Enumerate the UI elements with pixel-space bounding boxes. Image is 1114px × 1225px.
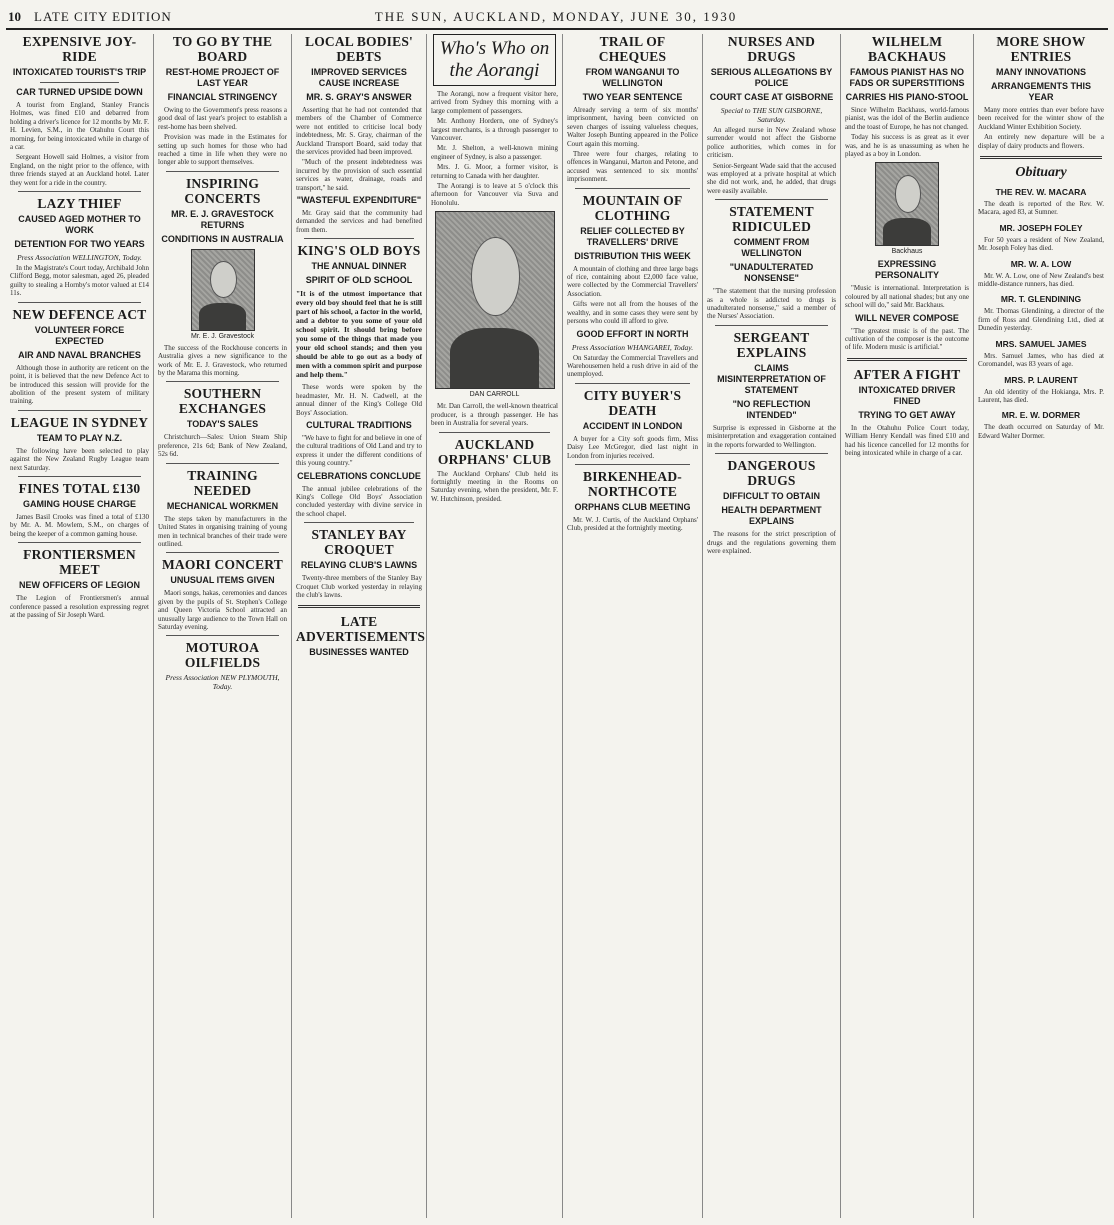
headline-show-entries: MORE SHOW ENTRIES: [996, 34, 1086, 64]
article-text: "The statement that the nursing profession as a whole is addicted to drugs is unadulterated nonsense," said a member of the Nurses' Association.: [707, 287, 836, 321]
article-text: An entirely new departure will be a display of dairy products and flowers.: [978, 133, 1104, 150]
article-text: In the Otahuhu Police Court today, William Henry Kendall was fined £10 and had his licence cancelled for 12 months for being intoxicated while in charge of a car.: [845, 423, 969, 458]
photo-face: [210, 261, 237, 298]
headline-league-sydney: LEAGUE IN SYDNEY: [10, 414, 149, 430]
subhead: COURT CASE AT GISBORNE: [709, 92, 834, 102]
article-text: In the Magistrate's Court today, Archibald John Clifford Begg, motor salesman, aged 26, pleaded guilty to stealing a Hornby's motor valued at £14 11s.: [10, 264, 149, 298]
column-4: [427, 34, 563, 1218]
divider: [575, 383, 690, 384]
subhead: CAUSED AGED MOTHER TO WORK: [18, 214, 141, 236]
divider: [439, 432, 550, 433]
dateline: Press Association WELLINGTON, Today.: [17, 253, 142, 263]
headline-inspiring-concerts: INSPIRING CONCERTS: [184, 175, 261, 206]
photo-face: [471, 237, 520, 316]
edition-label: LATE CITY EDITION: [34, 9, 172, 24]
subhead: CELEBRATIONS CONCLUDE: [297, 470, 421, 481]
subhead: CARRIES HIS PIANO-STOOL: [845, 92, 969, 102]
photo-shoulders: [199, 303, 246, 330]
masthead: [6, 6, 1108, 30]
subhead: FROM WANGANUI TO WELLINGTON: [585, 67, 680, 88]
article-text: The Aorangi, now a frequent visitor here, arrived from Sydney this morning with a large complement of passengers.: [431, 90, 558, 115]
article-text: Provision was made in the Estimates for setting up such homes for those who had reached a time in life when they were no longer able to support themselves.: [158, 133, 287, 167]
subhead: GAMING HOUSE CHARGE: [22, 498, 136, 509]
obituary-text: For 50 years a resident of New Zealand, Mr. Joseph Foley has died.: [978, 235, 1104, 253]
subhead: RELAYING CLUB'S LAWNS: [300, 560, 418, 571]
photo-caption: DAN CARROLL: [469, 391, 520, 399]
subhead: DIFFICULT TO OBTAIN: [723, 491, 820, 502]
column-7: [841, 34, 974, 1218]
headline-backhaus: WILHELM BACKHAUS: [867, 34, 947, 64]
article-text: Owing to the Government's press reasons a good deal of last year's project to establish a rest-home has been shelved.: [158, 106, 287, 131]
headline-dangerous-drugs: DANGEROUS DRUGS: [727, 458, 816, 489]
obituary-text: The death occurred on Saturday of Mr. Edward Walter Dormer.: [978, 423, 1104, 440]
headline-local-debts: LOCAL BODIES' DEBTS: [304, 34, 413, 64]
obituary-name: MRS. SAMUEL JAMES: [995, 338, 1087, 349]
headline-go-by-board: TO GO BY THE BOARD: [172, 34, 273, 64]
subhead: CLAIMS MISINTERPRETATION OF STATEMENT: [717, 362, 826, 395]
article-text: Gifts were not all from the houses of the wealthy, and in some cases they were sent by persons who could ill afford to give.: [567, 300, 698, 326]
headline-lazy-thief: LAZY THIEF: [37, 196, 122, 212]
subhead: TEAM TO PLAY N.Z.: [36, 432, 123, 443]
article-text: "We have to fight for and believe in one of the cultural traditions of Old Land and try to express it under the different conditions of this young country.": [296, 433, 422, 468]
obituary-name: MR. E. W. DORMER: [1001, 410, 1081, 421]
article-text: Twenty-three members of the Stanley Bay Croquet Club worked yesterday in relaying the club's lawns.: [296, 574, 422, 599]
article-text: An alleged nurse in New Zealand whose surrender would not affect the Gisborne police authorities, which comes in for criticism.: [707, 126, 836, 160]
headline-maori-concert: MAORI CONCERT: [161, 557, 283, 573]
obituary-name: MR. W. A. LOW: [1010, 258, 1072, 269]
dateline: Special to THE SUN GISBORNE, Saturday.: [720, 106, 823, 124]
subhead: TRYING TO GET AWAY: [858, 409, 956, 420]
column-5: [563, 34, 703, 1218]
subhead: CAR TURNED UPSIDE DOWN: [16, 87, 143, 97]
portrait-photo: [875, 162, 939, 246]
subhead: AIR AND NAVAL BRANCHES: [18, 349, 141, 360]
headline-birkenhead: BIRKENHEAD-NORTHCOTE: [583, 468, 682, 499]
divider: [18, 410, 141, 411]
dateline: Press Association NEW PLYMOUTH, Today.: [165, 673, 280, 692]
subhead: VOLUNTEER FORCE EXPECTED: [34, 324, 125, 346]
article-text: The reasons for the strict prescription of drugs and the regulations governing them were explained.: [707, 530, 836, 555]
obituary-name: MRS. P. LAURENT: [1004, 374, 1078, 385]
divider: [166, 381, 279, 382]
subhead: REST-HOME PROJECT OF LAST YEAR: [165, 67, 280, 88]
divider: [847, 358, 967, 361]
divider: [40, 82, 119, 83]
divider: [18, 191, 141, 192]
article-text: Since Wilhelm Backhaus, world-famous pianist, was the idol of the Berlin audience and the toast of Europe, he has not changed.: [845, 106, 969, 131]
article-text: James Basil Crooks was fined a total of £130 by Mr. A. M. Mowlem, S.M., on charges of being the keeper of a common gaming house.: [10, 512, 149, 538]
subhead: NEW OFFICERS OF LEGION: [19, 580, 140, 591]
divider: [166, 171, 279, 172]
divider: [166, 552, 279, 553]
divider: [166, 463, 279, 464]
divider: [715, 199, 828, 200]
photo-face: [895, 175, 922, 213]
subhead: GOOD EFFORT IN NORTH: [576, 328, 689, 339]
divider: [980, 156, 1102, 159]
photo-shoulders: [450, 328, 540, 388]
column-1: [6, 34, 154, 1218]
obituary-heading: Obituary: [1015, 165, 1067, 181]
article-text: Mr. Gray said that the community had demanded the services and had benefited from them.: [296, 209, 422, 234]
subhead: RELIEF COLLECTED BY TRAVELLERS' DRIVE: [580, 225, 685, 247]
article-text: Mr. Anthony Hordern, one of Sydney's largest merchants, is a through passenger to Vancouver.: [431, 117, 558, 143]
divider: [18, 542, 141, 543]
subhead: TWO YEAR SENTENCE: [582, 92, 683, 102]
article-text: The Legion of Frontiersmen's annual conference passed a resolution expressing regret at the passing of Sir Joseph Ward.: [10, 594, 149, 619]
article-text: These words were spoken by the headmaster, Mr. H. N. Cadwell, at the annual dinner of the King's College Old Boys' Association.: [296, 383, 422, 417]
headline-sergeant-explains: SERGEANT EXPLAINS: [733, 329, 810, 360]
article-text: A buyer for a City soft goods firm, Miss Daisy Lee McGregor, died last night in London from injuries received.: [567, 434, 698, 460]
headline-training-needed: TRAINING NEEDED: [187, 467, 258, 498]
article-text: Maori songs, hakas, ceremonies and dances given by the pupils of St. Stephen's College and Queen Victoria School attracted an unusually large audience to the Town Hall on Saturday evening.: [158, 589, 287, 631]
article-text: Mr. Dan Carroll, the well-known theatrical producer, is a through passenger. He has been in Australia for several years.: [431, 402, 558, 428]
column-6: [703, 34, 841, 1218]
article-text: Today his success is as great as it ever was, and he is as unassuming as when he played as a boy in London.: [845, 133, 969, 159]
photo-shoulders: [883, 218, 930, 246]
article-text: Three were four charges, relating to offences in Wanganui, Marton and Petone, and accused was sentenced to six months' imprisonment.: [567, 150, 698, 184]
headline-statement-ridiculed: STATEMENT RIDICULED: [729, 204, 814, 235]
article-text: Mrs. J. G. Moor, a former visitor, is returning to Canada with her daughter.: [431, 163, 558, 180]
page-number: 10: [8, 9, 21, 24]
article-text: Sergeant Howell said Holmes, a visitor from England, on the night prior to the offence, with three friends stayed at an Auckland hotel. Later they went for a ride in the country.: [10, 153, 149, 187]
headline-stanley-bay: STANLEY BAY CROQUET: [311, 527, 407, 558]
divider: [298, 605, 420, 608]
divider: [715, 453, 828, 454]
subhead: WILL NEVER COMPOSE: [855, 312, 959, 323]
article-text: On Saturday the Commercial Travellers and Warehousemen held a rush drive in aid of the unemployed.: [567, 353, 698, 379]
divider: [18, 476, 141, 477]
divider: [304, 238, 414, 239]
subhead: "NO REFLECTION INTENDED": [732, 398, 811, 420]
subhead: MR. E. J. GRAVESTOCK RETURNS: [171, 208, 274, 230]
article-text: Mr. J. Shelton, a well-known mining engineer of Sydney, is also a passenger.: [431, 144, 558, 161]
banner-whos-who: Who's Who on the Aorangi: [433, 34, 556, 86]
subhead: "UNADULTERATED NONSENSE": [729, 262, 814, 284]
subhead: CONDITIONS IN AUSTRALIA: [161, 233, 284, 244]
subhead: MANY INNOVATIONS: [995, 67, 1086, 77]
obituary-name: THE REV. W. MACARA: [995, 187, 1087, 198]
headline-after-fight: AFTER A FIGHT: [853, 366, 961, 382]
subhead: TODAY'S SALES: [186, 419, 259, 430]
divider: [304, 522, 414, 523]
subhead: CULTURAL TRADITIONS: [306, 419, 412, 430]
subhead: INTOXICATED DRIVER FINED: [858, 384, 956, 406]
subhead: DETENTION FOR TWO YEARS: [14, 239, 145, 250]
article-text: "Much of the present indebtedness was incurred by the provision of such essential services as water, drainage, roads and transport," he said.: [296, 158, 422, 192]
obituary-name: MR. JOSEPH FOLEY: [999, 222, 1083, 233]
subhead: SERIOUS ALLEGATIONS BY POLICE: [710, 67, 833, 88]
subhead: EXPRESSING PERSONALITY: [874, 259, 939, 281]
headline-frontiersmen: FRONTIERSMEN MEET: [23, 547, 136, 578]
article-text: Already serving a term of six months' imprisonment, having been convicted on seven charges of issuing valueless cheques, Walter Joseph Bunting appeared in the Police Court again this morning.: [567, 106, 698, 148]
subhead: FAMOUS PIANIST HAS NO FADS OR SUPERSTITIONS: [849, 67, 965, 88]
subhead: DISTRIBUTION THIS WEEK: [574, 250, 691, 261]
pull-quote: "It is of the utmost importance that every old boy should feel that he is still part of his school, a factor in the world, and a debtor to you some of your old school spirit. It should bring before you some of the things that made you your old school stands; and then you should be able to go out as a body of men with a common spirit and purpose and help them.": [296, 289, 422, 380]
photo-caption: Backhaus: [891, 248, 923, 256]
article-text: The annual jubilee celebrations of the King's College Old Boys' Association concluded yesterday with divine service in the school chapel.: [296, 484, 422, 518]
headline-trail-cheques: TRAIL OF CHEQUES: [598, 34, 667, 64]
article-text: Surprise is expressed in Gisborne at the misinterpretation and exaggeration contained in the reports forwarded to Wellington.: [707, 423, 836, 449]
obituary-text: Mr. Thomas Glendining, a director of the firm of Ross and Glendining Ltd., died at Dunedin yesterday.: [978, 307, 1104, 333]
article-text: Senior-Sergeant Wade said that the accused was employed at a private hospital at which she did not work, and, he added, that drugs were easily available.: [707, 161, 836, 195]
divider: [166, 635, 279, 636]
column-8: [974, 34, 1108, 1218]
obituary-text: Mr. W. A. Low, one of New Zealand's best middle-distance runners, has died.: [978, 271, 1104, 289]
subhead: FINANCIAL STRINGENCY: [167, 92, 278, 102]
portrait-photo: [191, 249, 255, 331]
article-text: The steps taken by manufacturers in the United States in organising training of young men in technical branches of their trade were outlined.: [158, 514, 287, 548]
column-3: [292, 34, 427, 1218]
article-text: A tourist from England, Stanley Francis Holmes, was fined £10 and debarred from holding a driver's licence for 12 months by Mr. F. H. Levien, S.M., in the Otahuhu Court this morning, for being intoxicated while in charge of a car.: [10, 101, 149, 152]
obituary-name: MR. T. GLENDINING: [1000, 294, 1082, 305]
headline-southern-exchanges: SOUTHERN EXCHANGES: [178, 386, 267, 417]
column-2: [154, 34, 292, 1218]
article-text: The Aorangi is to leave at 5 o'clock this afternoon for Vancouver via Suva and Honolulu.: [431, 182, 558, 207]
subhead: HEALTH DEPARTMENT EXPLAINS: [721, 505, 822, 527]
article-text: The success of the Rockhouse concerts in Australia gives a new significance to the work of Mr. E. J. Gravestock, who returned by the Marama this morning.: [158, 343, 287, 378]
paper-dateline: THE SUN, AUCKLAND, MONDAY, JUNE 30, 1930: [374, 9, 738, 24]
subhead: ACCIDENT IN LONDON: [582, 420, 683, 431]
headline-defence-act: NEW DEFENCE ACT: [12, 306, 147, 322]
subhead: ORPHANS CLUB MEETING: [574, 501, 691, 512]
subhead: ARRANGEMENTS THIS YEAR: [990, 81, 1091, 102]
article-text: A mountain of clothing and three large bags of rice, containing about £2,000 face value, were collected by the Commercial Travellers' Association.: [567, 264, 698, 298]
headline-orphans-club: AUCKLAND ORPHANS' CLUB: [437, 436, 552, 467]
headline-joy-ride: EXPENSIVE JOY-RIDE: [22, 34, 137, 64]
headline-mountain-clothing: MOUNTAIN OF CLOTHING: [582, 192, 683, 223]
article-text: The following have been selected to play against the New Zealand Rugby League team next Saturday.: [10, 446, 149, 472]
subhead: SPIRIT OF OLD SCHOOL: [305, 275, 413, 286]
subhead: "WASTEFUL EXPENDITURE": [296, 195, 422, 206]
article-text: Many more entries than ever before have been received for the winter show of the Auckland Winter Exhibition Society.: [978, 106, 1104, 131]
photo-caption: Mr. E. J. Gravestock: [190, 332, 254, 340]
divider: [575, 464, 690, 465]
obituary-text: An old identity of the Hokianga, Mrs. P. Laurent, has died.: [978, 387, 1104, 404]
article-text: Although those in authority are reticent on the point, it is believed that the new Defence Act to be introduced this session will provide for the abolition of the present system of military training.: [10, 363, 149, 406]
article-text: "Music is international. Interpretation is coloured by all national shades; but any one school will do," said Mr. Backhaus.: [845, 284, 969, 310]
subhead: THE ANNUAL DINNER: [311, 261, 407, 272]
subhead: MECHANICAL WORKMEN: [166, 500, 279, 511]
article-text: The Auckland Orphans' Club held its fortnightly meeting in the Rooms on Saturday evening, when the president, Mr. F. W. Hutchinson, presided.: [431, 469, 558, 503]
article-text: "The greatest music is of the past. The cultivation of the composer is the outcome of life. Modern music is artificial.": [845, 326, 969, 352]
article-text: Mr. W. J. Curtis, of the Auckland Orphans' Club, presided at the fortnightly meeting.: [567, 515, 698, 533]
divider: [715, 325, 828, 326]
headline-late-ads: LATE ADVERTISEMENTS: [296, 614, 426, 645]
headline-city-buyer: CITY BUYER'S DEATH: [583, 387, 682, 418]
headline-nurses-drugs: NURSES AND DRUGS: [727, 34, 816, 64]
subhead: COMMENT FROM WELLINGTON: [733, 237, 810, 259]
obituary-text: Mrs. Samuel James, who has died at Coromandel, was 83 years of age.: [978, 351, 1104, 369]
obituary-text: The death is reported of the Rev. W. Macara, aged 83, at Sumner.: [978, 200, 1104, 217]
subhead: INTOXICATED TOURIST'S TRIP: [12, 67, 147, 77]
divider: [18, 302, 141, 303]
headline-moturoa: MOTUROA OILFIELDS: [184, 640, 261, 671]
subhead: MR. S. GRAY'S ANSWER: [306, 92, 412, 102]
subhead: BUSINESSES WANTED: [309, 647, 409, 658]
divider: [575, 188, 690, 189]
subhead: IMPROVED SERVICES CAUSE INCREASE: [311, 67, 407, 88]
article-text: Christchurch—Sales: Union Steam Ship preference, 21s 6d; Bank of New Zealand, 52s 6d.: [158, 433, 287, 459]
dateline: Press Association WHANGAREI, Today.: [571, 342, 694, 352]
article-text: Asserting that he had not contended that members of the Chamber of Commerce were not entitled to criticise local body indebtedness, Mr. S. Gray, chairman of the Auckland Transport Board, said today that the services provided had been improved.: [296, 106, 422, 157]
headline-kings-old-boys: KING'S OLD BOYS: [297, 243, 421, 259]
portrait-photo: [435, 211, 555, 389]
headline-fines: FINES TOTAL £130: [18, 480, 141, 496]
subhead: UNUSUAL ITEMS GIVEN: [170, 575, 275, 586]
